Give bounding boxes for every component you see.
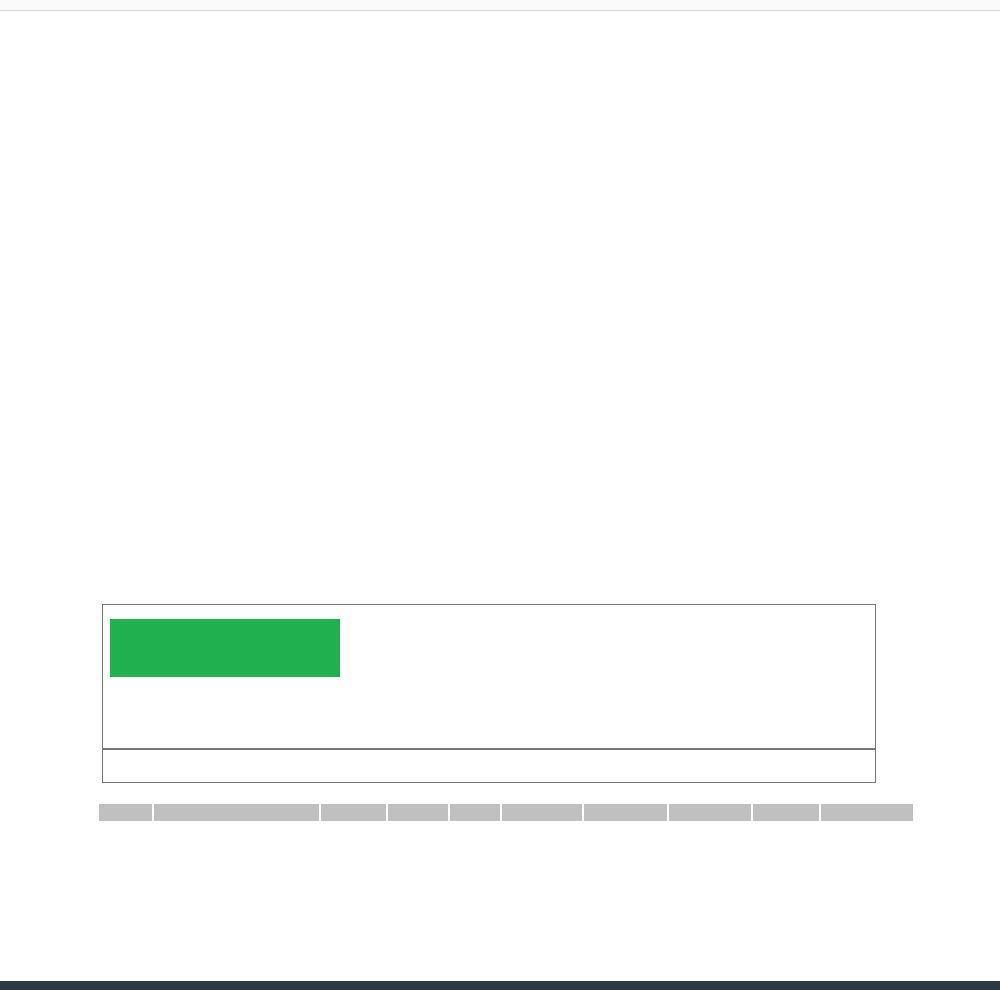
size-chart <box>102 749 876 783</box>
col-header-number <box>99 804 153 821</box>
taskbar <box>0 981 1000 990</box>
browser-top-strip <box>0 0 1000 11</box>
col-header-time <box>153 804 320 821</box>
col-header-tp <box>668 804 752 821</box>
col-header-order <box>387 804 449 821</box>
col-header-size <box>449 804 501 821</box>
col-header-type <box>320 804 387 821</box>
col-header-balance <box>820 804 914 821</box>
safe-mode-badge <box>110 619 340 677</box>
deals-header-row <box>99 804 914 821</box>
col-header-price <box>501 804 583 821</box>
col-header-profit <box>752 804 820 821</box>
deals-table <box>99 804 915 821</box>
size-bars-svg <box>103 750 875 782</box>
col-header-sl <box>583 804 668 821</box>
